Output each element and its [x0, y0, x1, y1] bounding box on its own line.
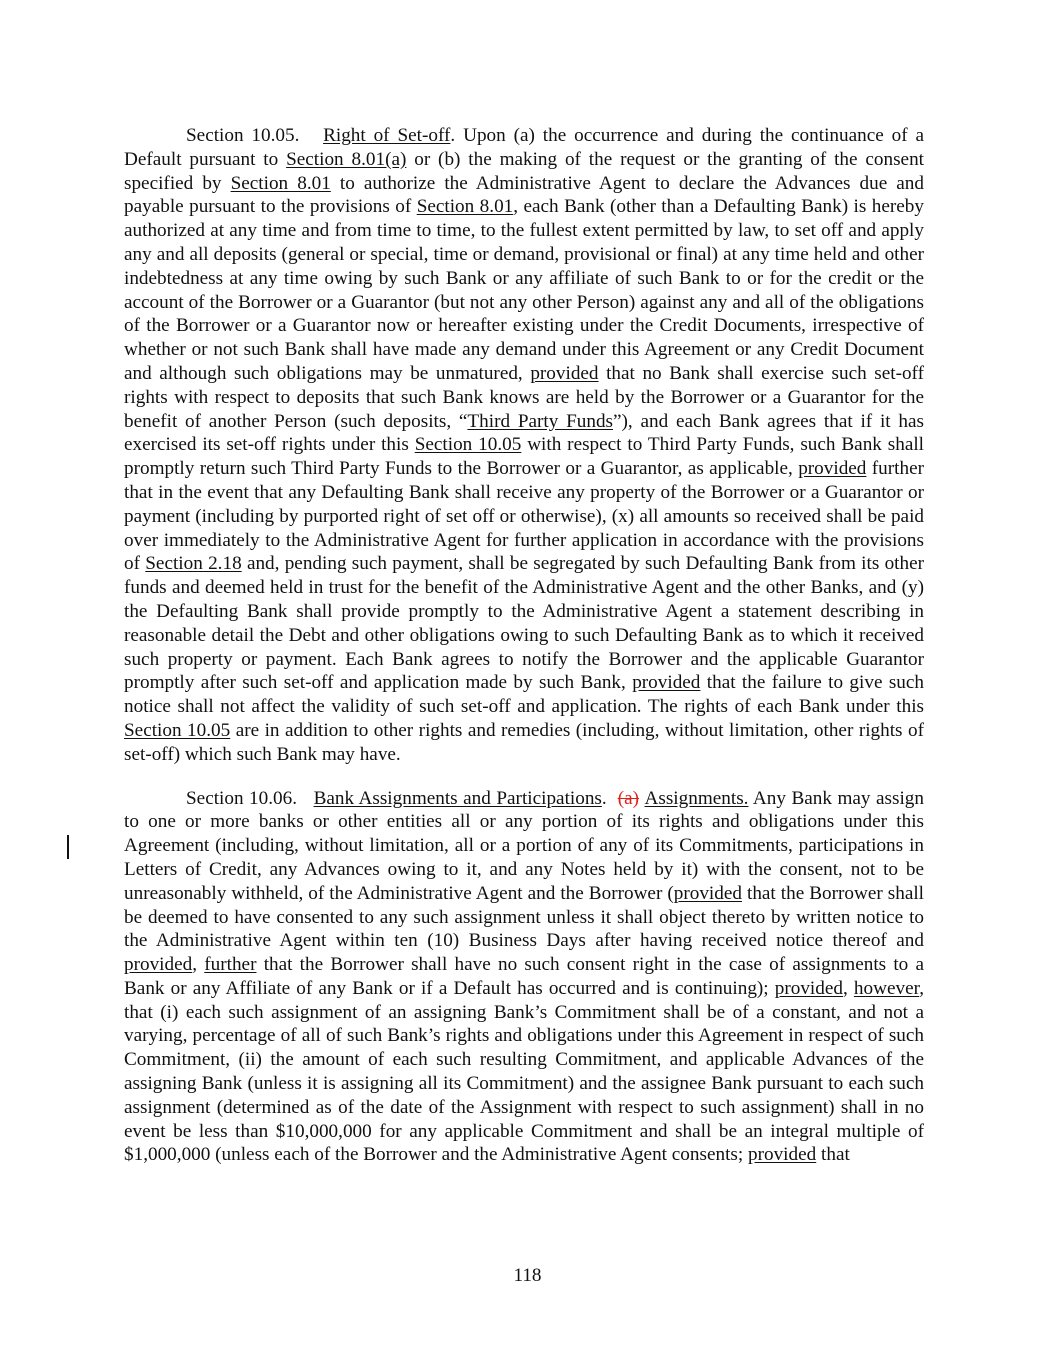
defined-term: provided	[748, 1144, 817, 1166]
section-title: Bank Assignments and Participations	[313, 787, 602, 809]
section-10-06-paragraph	[124, 787, 924, 1168]
section-title: Right of Set-off	[323, 125, 451, 146]
page-number: 118	[513, 1265, 542, 1286]
cross-reference: Section 8.01(a)	[286, 148, 407, 170]
defined-term: however	[853, 977, 920, 999]
defined-term: provided	[774, 977, 843, 999]
text: Any Bank may assign to one or more banks or other entities all or any portion of its rights and obligations under this Agreement (including, without limitation, all or a portion of any of its Commitments, participations in Letters of Credit, any Advances owing to it, and any Notes held by it) with the consent, not to be unreasonably withheld, of the Administrative Agent and the Borrower (	[124, 787, 924, 904]
text: with respect to Third Party Funds, such Bank shall promptly return such Third Party Funds to the Borrower or a Guarantor, as applicable,	[124, 434, 925, 480]
defined-term: further	[204, 954, 257, 976]
text: are in addition to other rights and remedies (including, without limitation, other rights of set-off) which such Bank may have.	[124, 719, 924, 765]
text: that	[816, 1144, 850, 1166]
text: , each Bank (other than a Defaulting Bank) is hereby authorized at any time and from time to time, to the fullest extent permitted by law, to set off and apply any and all deposits (general or special, time or demand, provisional or final) at any time held and other indebtedness at any time owing by such Bank or any affiliate of such Bank to or for the credit or the account of the Borrower or a Guarantor (but not any other Person) against any and all of the obligations of the Borrower or a Guarantor now or hereafter existing under the Credit Documents, irrespective of whether or not such Bank shall have made any demand under this Agreement or any Credit Document and although such obligations may be unmatured,	[124, 196, 924, 384]
cross-reference: Section 8.01	[416, 196, 514, 218]
text: and, pending such payment, shall be segregated by such Defaulting Bank from its other funds and deemed held in trust for the benefit of the Administrative Agent and the other Banks, and (y) the Defaulting Bank shall provide promptly to the Administrative Agent a statement describing in reasonable detail the Debt and other obligations owing to such Defaulting Bank as to which it received such property or payment. Each Bank agrees to notify the Borrower and the applicable Guarantor promptly after such set-off and application made by such Bank,	[124, 553, 924, 694]
text: . Upon (a) the occurrence and during the continuance of a Default pursuant to	[124, 125, 924, 170]
defined-term: provided	[798, 458, 867, 480]
text: that the Borrower shall have no such consent right in the case of assignments to a Bank or any Affiliate of any Bank or if a Default has occurred and is continuing);	[124, 954, 925, 999]
section-number: Section 10.06.	[186, 787, 298, 809]
defined-term: provided	[632, 672, 701, 694]
text: or (b) the making of the request or the granting of the consent specified by	[124, 148, 924, 194]
cross-reference: Section 10.05	[124, 719, 231, 741]
text: that the failure to give such notice shall not affect the validity of such set-off and application. The rights of each Bank under this	[124, 672, 924, 718]
cross-reference: Section 10.05	[414, 434, 522, 456]
defined-term: Third Party Funds	[467, 410, 614, 432]
text: ,	[192, 954, 205, 976]
text: to authorize the Administrative Agent to declare the Advances due and payable pursuant to the provisions of	[124, 172, 924, 218]
cross-reference: Section 8.01	[230, 172, 331, 194]
subsection-title: Assignments.	[644, 787, 749, 809]
section-number: Section 10.05.	[186, 125, 300, 146]
defined-term: provided	[530, 362, 599, 384]
text: ”), and each Bank agrees that if it has exercised its set-off rights under this	[124, 410, 924, 456]
defined-term: provided	[124, 954, 193, 976]
section-10-05-paragraph	[124, 124, 924, 767]
text: ,	[842, 977, 854, 999]
revision-change-bar	[67, 835, 69, 859]
text: , that (i) each such assignment of an assigning Bank’s Commitment shall be of a constant, and not a varying, percentage of all of such Bank’s rights and obligations under this Agreement in respect of such Commitment, (ii) the amount of each such resulting Commitment, and applicable Advances of the assigning Bank (unless it is assigning all its Commitment) and the assignee Bank pursuant to each such assignment (determined as of the date of the Assignment with respect to such assignment) shall in no event be less than $10,000,000 for any applicable Commitment and shall be an integral multiple of $1,000,000 (unless each of the Borrower and the Administrative Agent consents;	[124, 977, 925, 1166]
deleted-text: (a)	[617, 787, 639, 809]
text: .	[601, 787, 607, 809]
text: that the Borrower shall be deemed to have consented to any such assignment unless it shall object thereto by written notice to the Administrative Agent within ten (10) Business Days after having received notice thereof and	[124, 882, 925, 952]
cross-reference: Section 2.18	[145, 553, 242, 575]
text: that no Bank shall exercise such set-off rights with respect to deposits that such Bank knows are held by the Borrower or a Guarantor for the benefit of another Person (such deposits, “	[124, 362, 924, 432]
document-page	[124, 124, 924, 1167]
text: further that in the event that any Defaulting Bank shall receive any property of the Borrower or a Guarantor or payment (including by purported right of set off or otherwise), (x) all amounts so received shall be paid over immediately to the Administrative Agent for further application in accordance with the provisions of	[124, 458, 924, 575]
defined-term: provided	[673, 882, 742, 904]
